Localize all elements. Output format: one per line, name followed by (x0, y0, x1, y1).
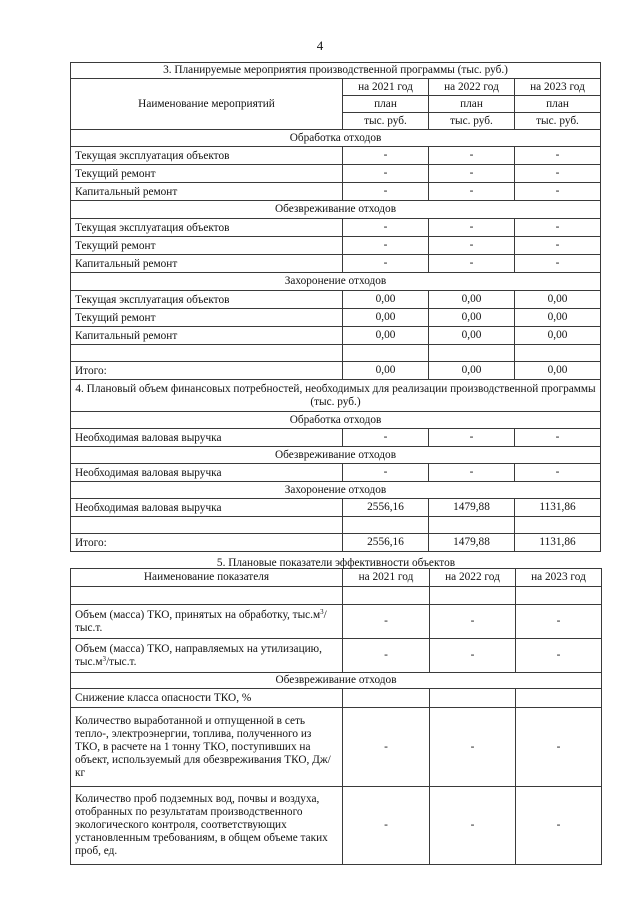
cell-value: 1479,88 (429, 499, 515, 517)
unit-header: тыс. руб. (515, 113, 601, 130)
row-name: Капитальный ремонт (71, 255, 343, 273)
cell-value: - (515, 464, 601, 482)
row-name: Капитальный ремонт (71, 183, 343, 201)
cell-value (343, 689, 430, 708)
total-value: 1131,86 (515, 534, 601, 552)
cell-value: - (430, 787, 516, 865)
cell-value: - (343, 605, 430, 639)
cell-value: 2556,16 (343, 499, 429, 517)
year-header: на 2022 год (429, 79, 515, 96)
cell-value: - (515, 255, 601, 273)
cell-value: 0,00 (515, 327, 601, 345)
indicator-name-suffix: /тыс.т. (106, 655, 137, 668)
cell-value: - (429, 219, 515, 237)
cell-value: - (429, 255, 515, 273)
cell-value: - (516, 708, 602, 787)
cell-value: - (515, 237, 601, 255)
cell-value (430, 689, 516, 708)
indicator-name: Количество выработанной и отпущенной в сеть тепло-, электроэнергии, топлива, полученного из ТКО, в расчете на 1 тонну ТКО, поступивших на объект, используемый для обезвреживания ТКО, Дж/кг (71, 708, 343, 787)
row-name: Текущий ремонт (71, 237, 343, 255)
row-name: Необходимая валовая выручка (71, 429, 343, 447)
indicator-name (71, 639, 343, 673)
year-header: на 2023 год (515, 79, 601, 96)
superscript: 3 (320, 607, 324, 616)
cell-value: - (430, 605, 516, 639)
unit-header: тыс. руб. (343, 113, 429, 130)
cell-value: - (429, 237, 515, 255)
cell-value: 0,00 (429, 291, 515, 309)
indicator-name-text: Объем (масса) ТКО, направляемых на утилизацию, тыс.м (75, 642, 322, 668)
plan-header: план (343, 96, 429, 113)
cell-value: - (343, 219, 429, 237)
row-name: Текущая эксплуатация объектов (71, 291, 343, 309)
year-header: на 2021 год (343, 79, 429, 96)
cell-value: - (430, 639, 516, 673)
group-title: Обезвреживание отходов (71, 447, 601, 464)
group-title: Обезвреживание отходов (71, 673, 602, 689)
total-label: Итого: (71, 534, 343, 552)
cell-value: - (429, 147, 515, 165)
section5-name-header: Наименование показателя (71, 569, 343, 587)
indicator-name-suffix: /тыс.т. (75, 608, 327, 634)
cell-value: - (515, 429, 601, 447)
total-value: 1479,88 (429, 534, 515, 552)
efficiency-indicators-table (70, 557, 602, 865)
production-program-table (70, 62, 601, 552)
section3-name-header: Наименование мероприятий (71, 79, 343, 130)
total-value: 0,00 (515, 362, 601, 380)
cell-value: - (429, 183, 515, 201)
indicator-name: Количество проб подземных вод, почвы и воздуха, отобранных по результатам производственного экологического контроля, соответствующих установленным требованиям, в общем объеме таких проб, ед. (71, 787, 343, 865)
cell-value (516, 689, 602, 708)
row-name: Текущий ремонт (71, 309, 343, 327)
cell-value: - (516, 639, 602, 673)
cell-value: - (515, 165, 601, 183)
plan-header: план (515, 96, 601, 113)
row-name: Необходимая валовая выручка (71, 464, 343, 482)
group-title: Обработка отходов (71, 130, 601, 147)
row-name: Текущая эксплуатация объектов (71, 219, 343, 237)
section5-title-row (71, 568, 602, 569)
cell-value: - (516, 787, 602, 865)
cell-value: - (343, 183, 429, 201)
cell-value: - (343, 147, 429, 165)
cell-value: - (343, 787, 430, 865)
cell-value: - (515, 219, 601, 237)
section5-title: 5. Плановые показатели эффективности объектов (216, 557, 456, 569)
cell-value: - (515, 183, 601, 201)
cell-value: 0,00 (515, 309, 601, 327)
section4-title: 4. Плановый объем финансовых потребностей, необходимых для реализации производственной программы (тыс. руб.) (71, 380, 601, 412)
group-title: Захоронение отходов (71, 482, 601, 499)
superscript: 3 (102, 654, 107, 663)
cell-value: - (343, 708, 430, 787)
cell-value: 0,00 (343, 327, 429, 345)
cell-value: - (343, 429, 429, 447)
row-name: Капитальный ремонт (71, 327, 343, 345)
indicator-name-text: Объем (масса) ТКО, принятых на обработку, тыс.м (75, 608, 321, 621)
year-header: на 2022 год (430, 569, 516, 587)
cell-value: 0,00 (429, 309, 515, 327)
plan-header: план (429, 96, 515, 113)
unit-header: тыс. руб. (429, 113, 515, 130)
cell-value: - (343, 255, 429, 273)
row-name: Текущая эксплуатация объектов (71, 147, 343, 165)
cell-value: 0,00 (429, 327, 515, 345)
spacer-row (71, 345, 601, 362)
total-value: 0,00 (343, 362, 429, 380)
group-title: Обработка отходов (71, 412, 601, 429)
cell-value: - (343, 165, 429, 183)
cell-value: - (343, 639, 430, 673)
cell-value: 0,00 (343, 309, 429, 327)
cell-value: 0,00 (515, 291, 601, 309)
cell-value: - (343, 464, 429, 482)
section3-title: 3. Планируемые мероприятия производственной программы (тыс. руб.) (71, 63, 601, 79)
year-header: на 2021 год (343, 569, 430, 587)
cell-value: - (429, 429, 515, 447)
indicator-name: Снижение класса опасности ТКО, % (71, 689, 343, 708)
cell-value: - (343, 237, 429, 255)
total-value: 0,00 (429, 362, 515, 380)
cell-value: - (429, 464, 515, 482)
row-name: Текущий ремонт (71, 165, 343, 183)
group-title: Обезвреживание отходов (71, 201, 601, 219)
spacer-row (71, 517, 601, 534)
cell-value: - (516, 605, 602, 639)
total-label: Итого: (71, 362, 343, 380)
row-name: Необходимая валовая выручка (71, 499, 343, 517)
indicator-name (71, 605, 343, 639)
spacer-row (71, 587, 602, 605)
cell-value: - (515, 147, 601, 165)
cell-value: 0,00 (343, 291, 429, 309)
total-value: 2556,16 (343, 534, 429, 552)
page-number: 4 (316, 38, 324, 53)
year-header: на 2023 год (516, 569, 602, 587)
group-title: Захоронение отходов (71, 273, 601, 291)
cell-value: - (429, 165, 515, 183)
cell-value: 1131,86 (515, 499, 601, 517)
cell-value: - (430, 708, 516, 787)
